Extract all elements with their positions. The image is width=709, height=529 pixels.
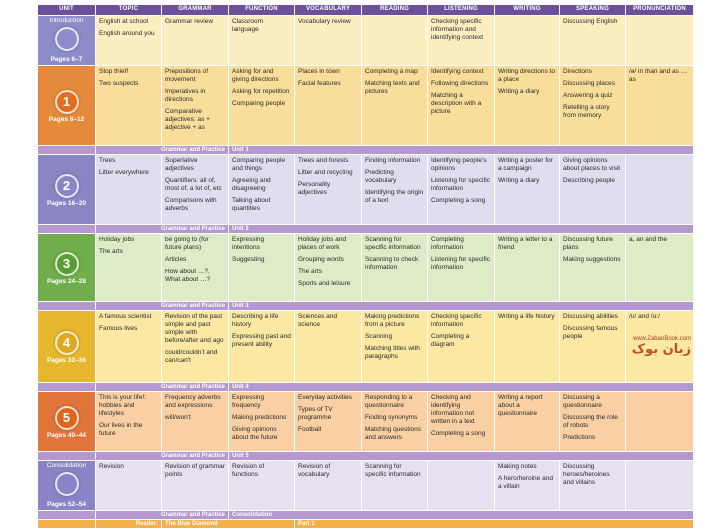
function-item: Agreeing and disagreeing: [232, 177, 271, 192]
strip-unit: Unit 4: [229, 383, 694, 392]
cell-topic: [96, 155, 162, 225]
cell-grammar: [162, 392, 229, 452]
topic-item: Famous lives: [99, 325, 138, 332]
vocabulary-item: Football: [298, 426, 322, 433]
cell-vocabulary: [295, 392, 362, 452]
function-item: Expressing past and present ability: [232, 333, 291, 348]
cell-writing: [495, 392, 560, 452]
unit-row: [38, 66, 694, 146]
strip-label: Grammar and Practice: [96, 225, 229, 234]
cell-speaking: [560, 16, 626, 66]
reading-item: Matching texts and pictures: [365, 80, 420, 95]
reader-part: Part 1: [295, 520, 694, 529]
cell-reading: [362, 234, 428, 302]
grammar-practice-strip: [38, 383, 694, 392]
topic-item: The arts: [99, 248, 123, 255]
speaking-item: Discussing English: [563, 18, 618, 25]
header-grammar: GRAMMAR: [162, 5, 229, 16]
function-item: Comparing people: [232, 100, 286, 107]
header-vocabulary: VOCABULARY: [295, 5, 362, 16]
topic-item: Two suspects: [99, 80, 139, 87]
vocabulary-item: Personality adjectives: [298, 181, 331, 196]
writing-item: A hero/heroine and a villain: [498, 475, 553, 490]
unit-label: Introduction: [49, 17, 84, 24]
speaking-item: Describing people: [563, 177, 616, 184]
unit-row: [38, 155, 694, 225]
strip-label: Grammar and Practice: [96, 302, 229, 311]
header-writing: WRITING: [495, 5, 560, 16]
grammar-item: Comparisons with adverbs: [165, 197, 217, 212]
function-item: Describing a life history: [232, 313, 279, 328]
cell-pronunciation: [626, 461, 694, 511]
cell-listening: [428, 311, 495, 383]
pronunciation-item: a, an and the: [629, 236, 667, 243]
unit-cell: [38, 16, 96, 66]
reading-item: Scanning for specific information: [365, 236, 421, 251]
cell-reading: [362, 392, 428, 452]
function-item: Asking for and giving directions: [232, 68, 279, 83]
strip-label: Grammar and Practice: [96, 383, 229, 392]
listening-item: Identifying people's opinions: [431, 157, 487, 172]
listening-item: Completing a song: [431, 197, 486, 204]
cell-grammar: [162, 155, 229, 225]
strip-spacer: [38, 511, 96, 520]
cell-pronunciation: [626, 66, 694, 146]
strip-unit: Unit 2: [229, 225, 694, 234]
cell-speaking: [560, 66, 626, 146]
unit-cell: [38, 392, 96, 452]
function-item: Making predictions: [232, 414, 287, 421]
grammar-item: Revision of the past simple and past simple with before/after and ago: [165, 313, 224, 344]
cell-reading: [362, 66, 428, 146]
writing-item: Writing a life history: [498, 313, 555, 320]
cell-pronunciation: [626, 392, 694, 452]
unit-pages: Pages 52–54: [46, 501, 87, 508]
topic-item: A famous scientist: [99, 313, 152, 320]
function-item: Asking for repetition: [232, 88, 290, 95]
listening-item: Checking and identifying information not written in a text: [431, 394, 475, 425]
function-item: Classroom language: [232, 18, 264, 33]
unit-number-badge: 2: [55, 174, 79, 198]
unit-label: Consolidation: [46, 462, 87, 469]
grammar-item: be going to (for future plans): [165, 236, 209, 251]
function-item: Suggesting: [232, 256, 265, 263]
cell-function: [229, 461, 295, 511]
grammar-item: Superlative adjectives: [165, 157, 198, 172]
cell-listening: [428, 461, 495, 511]
cell-speaking: [560, 461, 626, 511]
topic-item: Trees: [99, 157, 116, 164]
cell-vocabulary: [295, 234, 362, 302]
header-topic: TOPIC: [96, 5, 162, 16]
speaking-item: Discussing a questionnaire: [563, 394, 603, 409]
grammar-practice-strip: [38, 511, 694, 520]
unit-pages: Pages 6–7: [50, 56, 83, 63]
grammar-item: Prepositions of movement: [165, 68, 208, 83]
vocabulary-item: Trees and forests: [298, 157, 349, 164]
header-function: FUNCTION: [229, 5, 295, 16]
speaking-item: Discussing heroes/heroines and villains: [563, 463, 610, 486]
cell-vocabulary: [295, 66, 362, 146]
strip-spacer: [38, 146, 96, 155]
cell-writing: [495, 234, 560, 302]
reading-item: Identifying the origin of a text: [365, 189, 424, 204]
writing-item: Writing a report about a questionnaire: [498, 394, 543, 417]
listening-item: Checking specific information and identifying context: [431, 18, 484, 41]
function-item: Revision of functions: [232, 463, 265, 478]
grammar-item: Quantifiers: all of, most of, a lot of, etc: [165, 177, 222, 192]
cell-grammar: [162, 16, 229, 66]
reading-item: Completing a map: [365, 68, 418, 75]
grammar-practice-strip: [38, 452, 694, 461]
reading-item: Responding to a questionnaire: [365, 394, 413, 409]
unit-row: [38, 461, 694, 511]
unit-number-badge: [55, 472, 79, 496]
unit-pages: Pages 40–44: [46, 431, 87, 439]
strip-unit: Consolidation: [229, 511, 694, 520]
unit-row: [38, 234, 694, 302]
strip-spacer: [38, 302, 96, 311]
listening-item: Listening for specific information: [431, 177, 490, 192]
cell-writing: [495, 461, 560, 511]
cell-grammar: [162, 234, 229, 302]
vocabulary-item: The arts: [298, 268, 322, 275]
unit-number-badge: 5: [55, 406, 79, 430]
reading-item: Predicting vocabulary: [365, 169, 397, 184]
unit-cell: [38, 311, 96, 383]
watermark: [617, 336, 691, 360]
reading-item: Scanning for specific information: [365, 463, 421, 478]
reading-item: Matching questions and answers: [365, 426, 422, 441]
unit-number-badge: 4: [55, 331, 79, 355]
listening-item: Listening for specific information: [431, 256, 490, 271]
pronunciation-item: /ʊ/ and /u:/: [629, 313, 660, 320]
vocabulary-item: Sciences and science: [298, 313, 338, 328]
grammar-item: could/couldn't and can/can't: [165, 349, 218, 364]
header-pronunciation: PRONUNCIATION: [626, 5, 694, 16]
vocabulary-item: Types of TV programme: [298, 406, 333, 421]
unit-cell: [38, 234, 96, 302]
cell-vocabulary: [295, 155, 362, 225]
cell-reading: [362, 311, 428, 383]
unit-pages: Pages 32–36: [46, 356, 87, 364]
grammar-item: Frequency adverbs and expressions: [165, 394, 221, 409]
strip-spacer: [38, 225, 96, 234]
unit-pages: Pages 16–20: [46, 199, 87, 207]
unit-cell: [38, 155, 96, 225]
cell-listening: [428, 66, 495, 146]
writing-item: Writing a letter to a friend: [498, 236, 553, 251]
speaking-item: Making suggestions: [563, 256, 621, 263]
speaking-item: Discussing the role of robots: [563, 414, 618, 429]
cell-speaking: [560, 392, 626, 452]
speaking-item: Answering a quiz: [563, 92, 613, 99]
cell-function: [229, 392, 295, 452]
contents-table: [37, 4, 693, 527]
vocabulary-item: Sports and leisure: [298, 280, 351, 287]
unit-row: [38, 16, 694, 66]
cell-listening: [428, 155, 495, 225]
topic-item: Our lives in the future: [99, 422, 143, 437]
cell-reading: [362, 16, 428, 66]
writing-item: Writing directions to a place: [498, 68, 555, 83]
listening-item: Completing a diagram: [431, 333, 470, 348]
cell-reading: [362, 461, 428, 511]
cell-writing: [495, 311, 560, 383]
cell-topic: [96, 392, 162, 452]
cell-grammar: [162, 461, 229, 511]
writing-item: Writing a diary: [498, 177, 540, 184]
cell-topic: [96, 16, 162, 66]
cell-speaking: [560, 155, 626, 225]
speaking-item: Directions: [563, 68, 592, 75]
header-reading: READING: [362, 5, 428, 16]
topic-item: English around you: [99, 30, 155, 37]
cell-listening: [428, 234, 495, 302]
grammar-practice-strip: [38, 146, 694, 155]
cell-topic: [96, 234, 162, 302]
strip-label: Grammar and Practice: [96, 452, 229, 461]
grammar-item: Grammar review: [165, 18, 214, 25]
vocabulary-item: Vocabulary review: [298, 18, 351, 25]
strip-spacer: [38, 383, 96, 392]
strip-unit: Unit 1: [229, 146, 694, 155]
topic-item: This is your life!: hobbies and lifestyles: [99, 394, 146, 417]
unit-number-badge: 3: [55, 252, 79, 276]
cell-function: [229, 66, 295, 146]
listening-item: Following directions: [431, 80, 489, 87]
cell-writing: [495, 155, 560, 225]
strip-label: Grammar and Practice: [96, 511, 229, 520]
reader-label: Reader:: [96, 520, 162, 529]
unit-cell: [38, 66, 96, 146]
speaking-item: Discussing future plans: [563, 236, 613, 251]
grammar-practice-strip: [38, 302, 694, 311]
listening-item: Checking specific information: [431, 313, 482, 328]
reading-item: Making predictions from a picture: [365, 313, 420, 328]
speaking-item: Discussing places: [563, 80, 616, 87]
vocabulary-item: Places in town: [298, 68, 340, 75]
header-row: [38, 5, 694, 16]
reading-item: Finding synonyms: [365, 414, 418, 421]
header-speaking: SPEAKING: [560, 5, 626, 16]
reading-item: Matching titles with paragraphs: [365, 345, 420, 360]
cell-listening: [428, 16, 495, 66]
grammar-practice-strip: [38, 225, 694, 234]
cell-function: [229, 16, 295, 66]
cell-reading: [362, 155, 428, 225]
cell-vocabulary: [295, 311, 362, 383]
strip-unit: Unit 5: [229, 452, 694, 461]
header-listening: LISTENING: [428, 5, 495, 16]
vocabulary-item: Everyday activities: [298, 394, 352, 401]
strip-spacer: [38, 452, 96, 461]
watermark-logo: زبان بوک: [631, 342, 691, 357]
cell-writing: [495, 16, 560, 66]
grammar-item: Comparative adjectives: as + adjective + as: [165, 108, 210, 131]
unit-cell: [38, 461, 96, 511]
topic-item: English at school: [99, 18, 149, 25]
vocabulary-item: Facial features: [298, 80, 341, 87]
cell-speaking: [560, 311, 626, 383]
reading-item: Finding information: [365, 157, 421, 164]
unit-pages: Pages 8–12: [48, 115, 85, 123]
cell-grammar: [162, 311, 229, 383]
function-item: Expressing frequency: [232, 394, 265, 409]
cell-listening: [428, 392, 495, 452]
writing-item: Writing a poster for a campaign: [498, 157, 553, 172]
strip-unit: Unit 3: [229, 302, 694, 311]
grammar-item: How about …?, What about …?: [165, 268, 211, 283]
unit-number-badge: 1: [55, 90, 79, 114]
cell-vocabulary: [295, 461, 362, 511]
writing-item: Making notes: [498, 463, 537, 470]
reading-item: Scanning: [365, 333, 393, 340]
reading-item: Scanning to check information: [365, 256, 419, 271]
unit-row: [38, 392, 694, 452]
cell-pronunciation: [626, 155, 694, 225]
watermark-url: www.ZabanBook.com: [632, 336, 691, 342]
unit-row: [38, 311, 694, 383]
listening-item: Identifying context: [431, 68, 484, 75]
speaking-item: Giving opinions about places to visit: [563, 157, 621, 172]
reader-row: [38, 520, 694, 529]
speaking-item: Retelling a story from memory: [563, 104, 610, 119]
cell-writing: [495, 66, 560, 146]
cell-pronunciation: [626, 234, 694, 302]
cell-function: [229, 311, 295, 383]
function-item: Comparing people and things: [232, 157, 286, 172]
vocabulary-item: Litter and recycling: [298, 169, 353, 176]
grammar-item: Revision of grammar points: [165, 463, 225, 478]
cell-function: [229, 155, 295, 225]
cell-topic: [96, 311, 162, 383]
listening-item: Completing a song: [431, 430, 486, 437]
topic-item: Litter everywhere: [99, 169, 149, 176]
cell-grammar: [162, 66, 229, 146]
grammar-item: Articles: [165, 256, 187, 263]
cell-speaking: [560, 234, 626, 302]
grammar-item: Imperatives in directions: [165, 88, 206, 103]
writing-item: Writing a diary: [498, 88, 540, 95]
function-item: Expressing intentions: [232, 236, 265, 251]
function-item: Talking about quantities: [232, 197, 271, 212]
function-item: Giving opinions about the future: [232, 426, 278, 441]
speaking-item: Predictions: [563, 434, 596, 441]
cell-function: [229, 234, 295, 302]
header-unit: UNIT: [38, 5, 96, 16]
unit-pages: Pages 24–28: [46, 277, 87, 285]
vocabulary-item: Revision of vocabulary: [298, 463, 331, 478]
grammar-item: will/won't: [165, 414, 191, 421]
reader-spacer: [38, 520, 96, 529]
vocabulary-item: Grouping words: [298, 256, 344, 263]
topic-item: Revision: [99, 463, 124, 470]
cell-topic: [96, 66, 162, 146]
topic-item: Stop thief!: [99, 68, 129, 75]
vocabulary-item: Holiday jobs and places of work: [298, 236, 347, 251]
reader-title: The Blue Diamond: [162, 520, 295, 529]
pronunciation-item: /ə/ in than and as … as: [629, 68, 688, 83]
unit-number-badge: [55, 27, 79, 51]
speaking-item: Discussing famous people: [563, 325, 618, 340]
listening-item: Matching a description with a picture: [431, 92, 482, 115]
cell-topic: [96, 461, 162, 511]
speaking-item: Discussing abilities: [563, 313, 618, 320]
strip-label: Grammar and Practice: [96, 146, 229, 155]
listening-item: Completing information: [431, 236, 464, 251]
cell-pronunciation: [626, 16, 694, 66]
topic-item: Holiday jobs: [99, 236, 135, 243]
cell-vocabulary: [295, 16, 362, 66]
